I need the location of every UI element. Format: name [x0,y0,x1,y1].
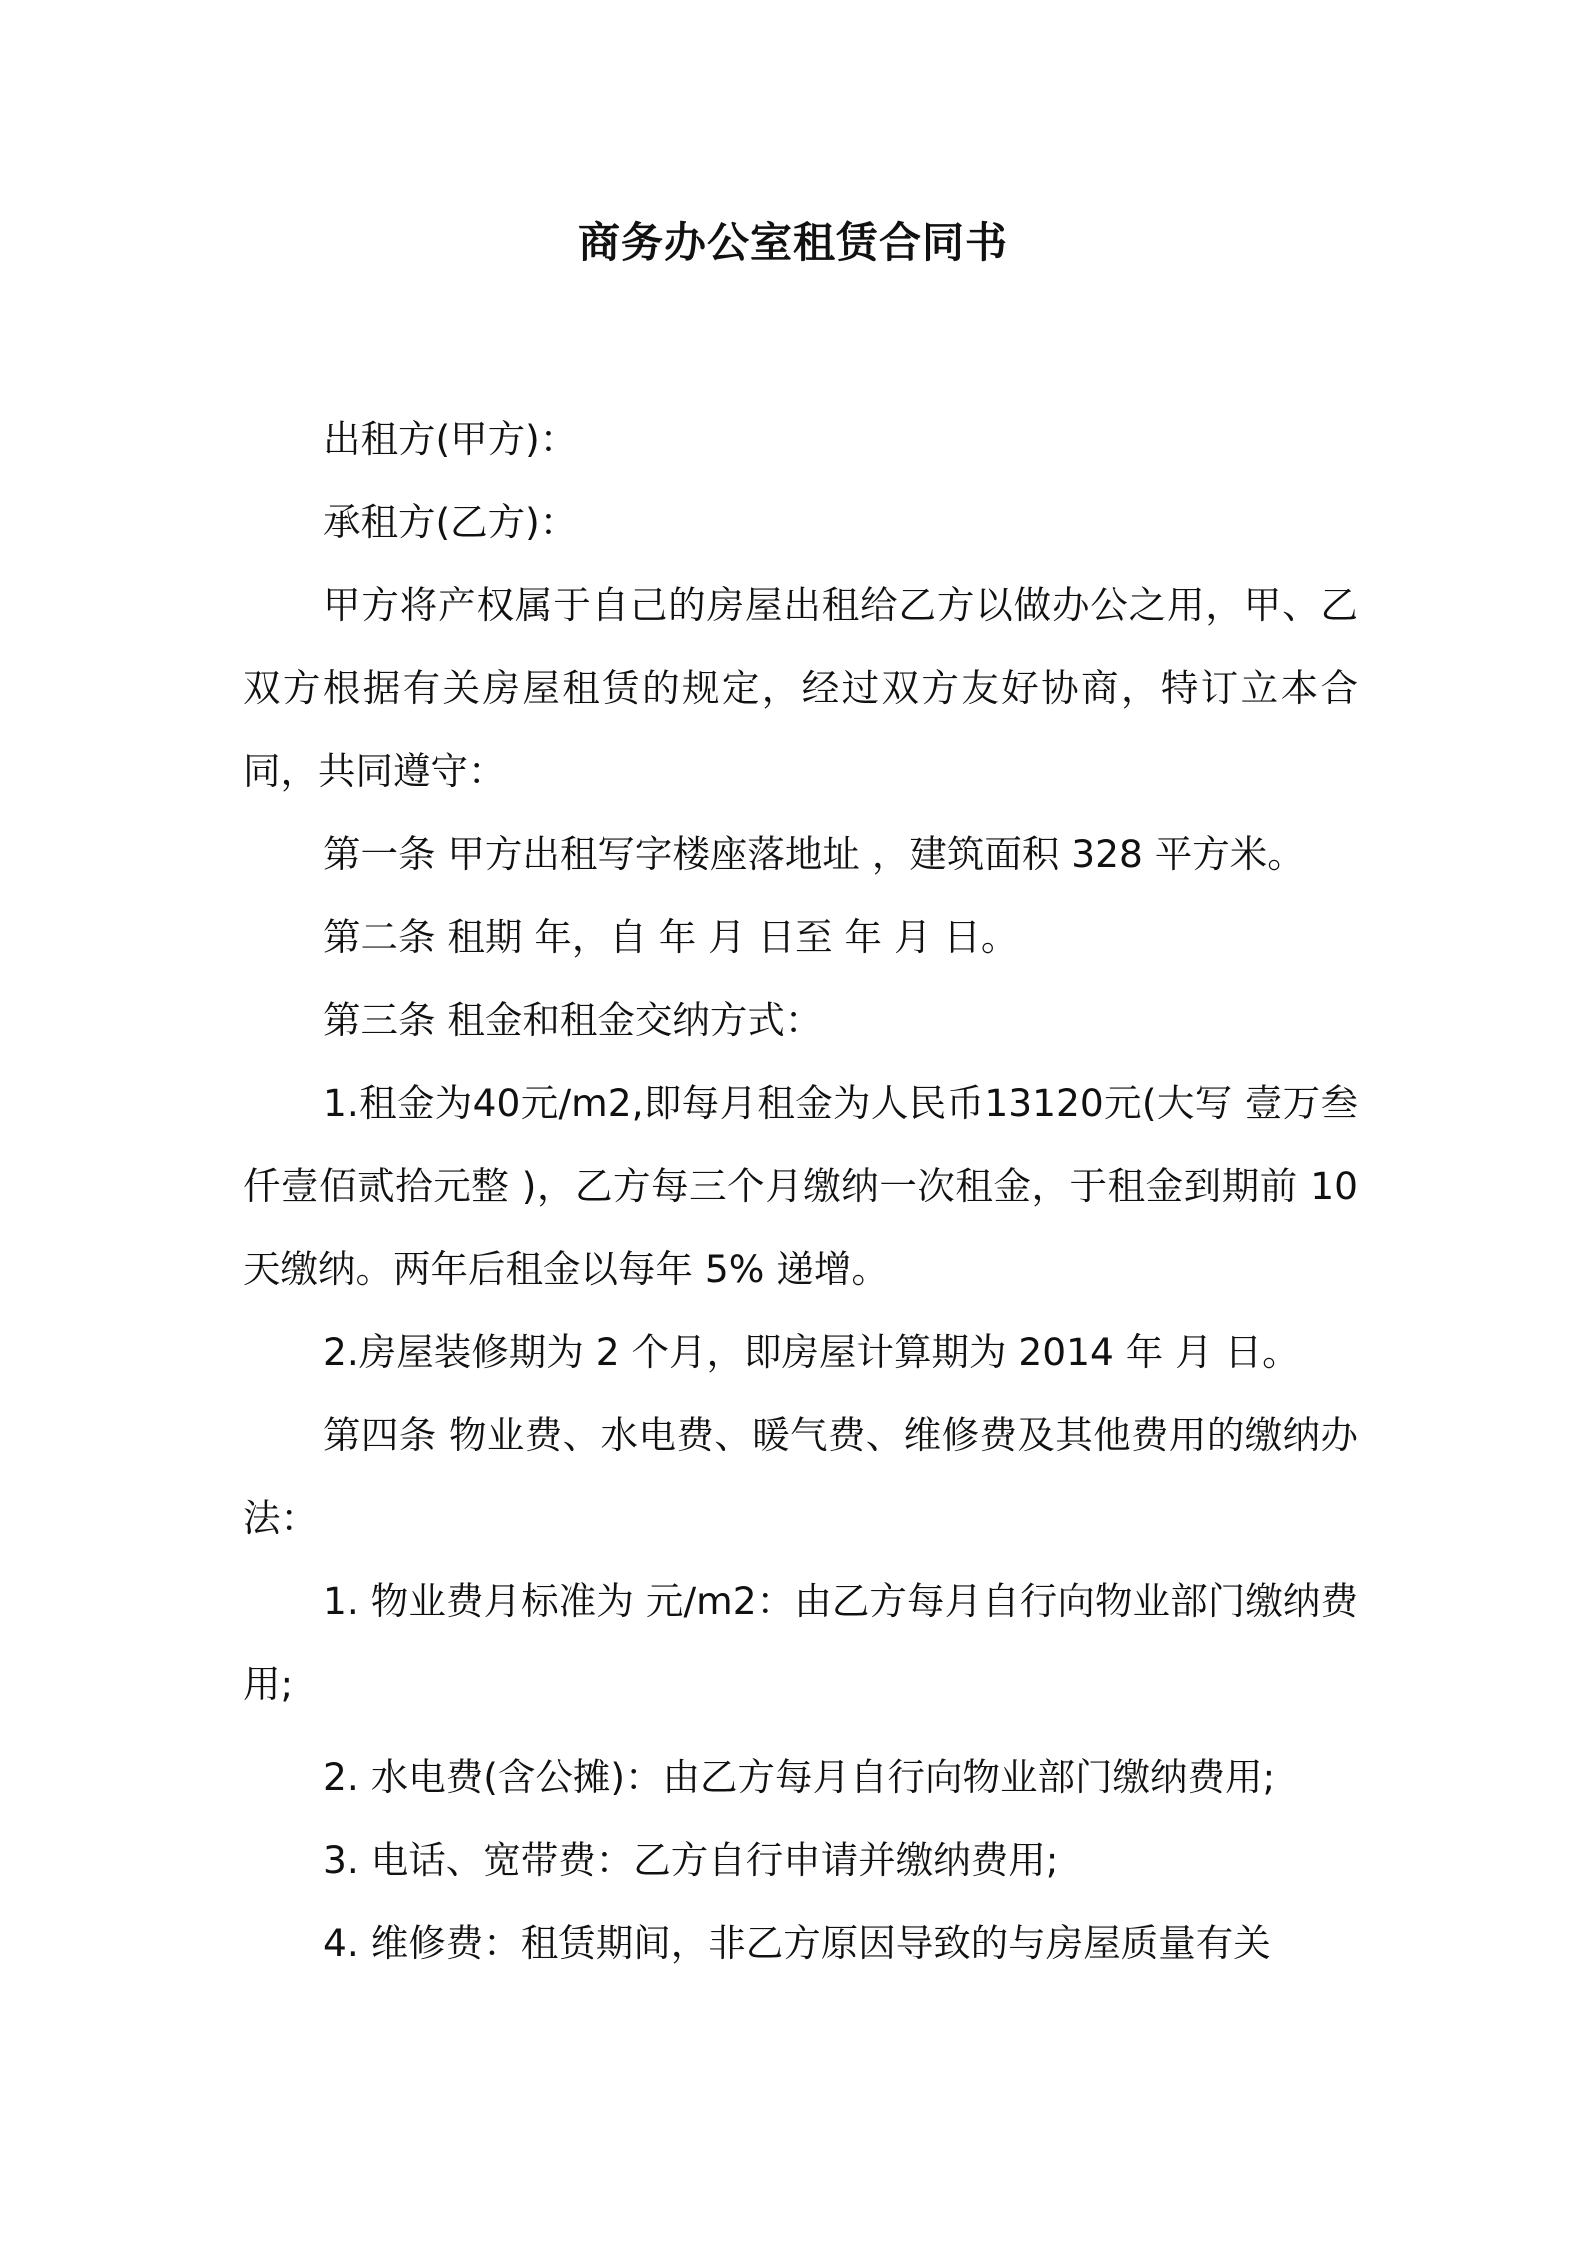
paragraph-article-4-item-2: 2. 水电费(含公摊)：由乙方每月自行向物业部门缴纳费用; [323,1755,1276,1799]
paragraph-article-4-item-4: 4. 维修费：租赁期间，非乙方原因导致的与房屋质量有关 [323,1921,1271,1965]
paragraph-article-4: 第四条 物业费、水电费、暖气费、维修费及其他费用的缴纳办法： [243,1413,1358,1540]
paragraph-article-1: 第一条 甲方出租写字楼座落地址 ，建筑面积 328 平方米。 [323,832,1305,876]
paragraph-article-3: 第三条 租金和租金交纳方式： [323,998,823,1042]
paragraph-article-3-item-2: 2.房屋装修期为 2 个月，即房屋计算期为 2014 年 月 日。 [323,1330,1300,1374]
paragraph-article-4-item-1: 1. 物业费月标准为 元/m2：由乙方每月自行向物业部门缴纳费用; [243,1579,1358,1706]
paragraph-lessor: 出租方(甲方)： [323,417,578,461]
document-title: 商务办公室租赁合同书 [577,218,1008,267]
paragraph-lessee: 承租方(乙方)： [323,500,578,544]
paragraph-article-2: 第二条 租期 年，自 年 月 日至 年 月 日。 [323,915,1019,959]
paragraph-preamble: 甲方将产权属于自己的房屋出租给乙方以做办公之用，甲、乙双方根据有关房屋租赁的规定，经过双方友好协商，特订立本合同，共同遵守： [243,583,1358,793]
paragraph-article-3-item-1: 1.租金为40元/m2,即每月租金为人民币13120元(大写 壹万叁仟壹佰贰拾元整 )，乙方每三个月缴纳一次租金，于租金到期前 10 天缴纳。两年后租金以每年 5% 递增。 [243,1081,1358,1291]
document-body [243,398,1358,1985]
paragraph-article-4-item-3: 3. 电话、宽带费：乙方自行申请并缴纳费用; [323,1838,1059,1882]
